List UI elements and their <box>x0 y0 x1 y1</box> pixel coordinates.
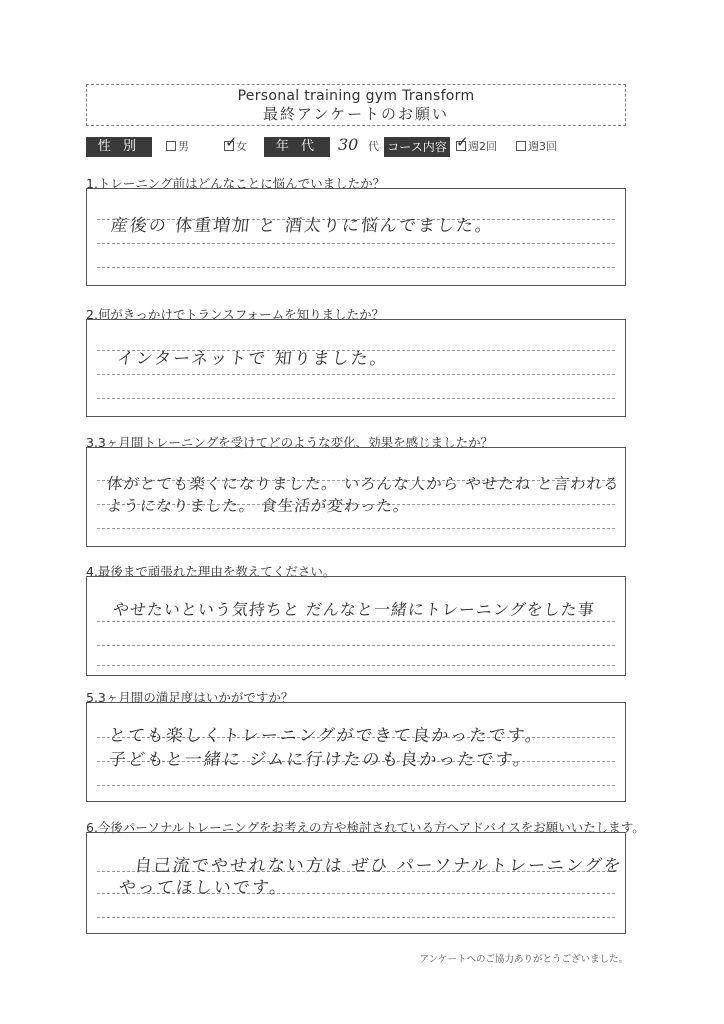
answer-3-line-1: 体がとても楽くになりました。 いろんな人から やせたね と言われる <box>105 475 621 493</box>
answer-5-line-1: とても楽しくトレーニングができて良かったです。 <box>107 726 546 746</box>
gender-label: 性 別 <box>86 137 152 157</box>
question-2-label: 2.何がきっかけでトランスフォームを知りましたか？ <box>86 307 385 322</box>
age-value-handwritten: 30 <box>338 135 359 154</box>
question-3-label: 3.3ヶ月間トレーニングを受けてどのような変化、効果を感じましたか？ <box>86 435 494 450</box>
course-option-3[interactable] <box>516 139 557 155</box>
form-title-box <box>86 84 626 126</box>
gender-option-male[interactable] <box>166 139 189 155</box>
answer-6-box <box>86 832 626 934</box>
course-option-2-text: 週2回 <box>468 140 497 153</box>
answer-5-box <box>86 702 626 802</box>
gender-option-male-text: 男 <box>178 140 189 153</box>
answer-4-box <box>86 576 626 676</box>
footer-thanks: アンケートへのご協力ありがとうございました。 <box>419 954 628 965</box>
question-1-label: 1.トレーニング前はどんなことに悩んでいましたか？ <box>86 176 386 191</box>
answer-4-line-1: やせたいという気持ちと だんなと一緒にトレーニングをした事 <box>111 600 596 619</box>
gender-option-female-text: 女 <box>236 140 247 153</box>
answer-3-box <box>86 447 626 547</box>
course-check-mark: ✓ <box>456 133 469 151</box>
answer-3-line-2: ようになりました。 食生活が変わった。 <box>105 497 411 515</box>
answer-5-line-2: 子どもと一緒に ジムに行けたのも良かったです。 <box>107 750 534 770</box>
answer-2-box <box>86 319 626 417</box>
title-japanese: 最終アンケートのお願い <box>262 105 450 123</box>
answer-2-line-1: インターネットで 知りました。 <box>115 349 390 369</box>
question-4-label: 4.最後まで頑張れた理由を教えてください。 <box>86 564 336 579</box>
question-5-label: 5.3ヶ月間の満足度はいかがですか？ <box>86 690 294 705</box>
female-check-mark: ✓ <box>225 133 238 151</box>
answer-6-line-2: やってほしいです。 <box>117 878 290 898</box>
age-suffix: 代 <box>368 140 379 153</box>
course-option-3-text: 週3回 <box>528 140 557 153</box>
age-label: 年 代 <box>264 137 330 157</box>
answer-1-line-1: 産後の 体重増加 と 酒太りに悩んでました。 <box>109 216 496 236</box>
answer-6-line-1: 自己流でやせれない方は ぜひ パーソナルトレーニングを <box>133 856 624 876</box>
question-6-label: 6.今後パーソナルトレーニングをお考えの方や検討されている方へアドバイスをお願いいたします。 <box>86 820 645 835</box>
course-label: コース内容 <box>384 137 450 157</box>
respondent-info-row <box>86 133 646 157</box>
answer-1-box <box>86 188 626 286</box>
title-english: Personal training gym Transform <box>237 88 475 104</box>
